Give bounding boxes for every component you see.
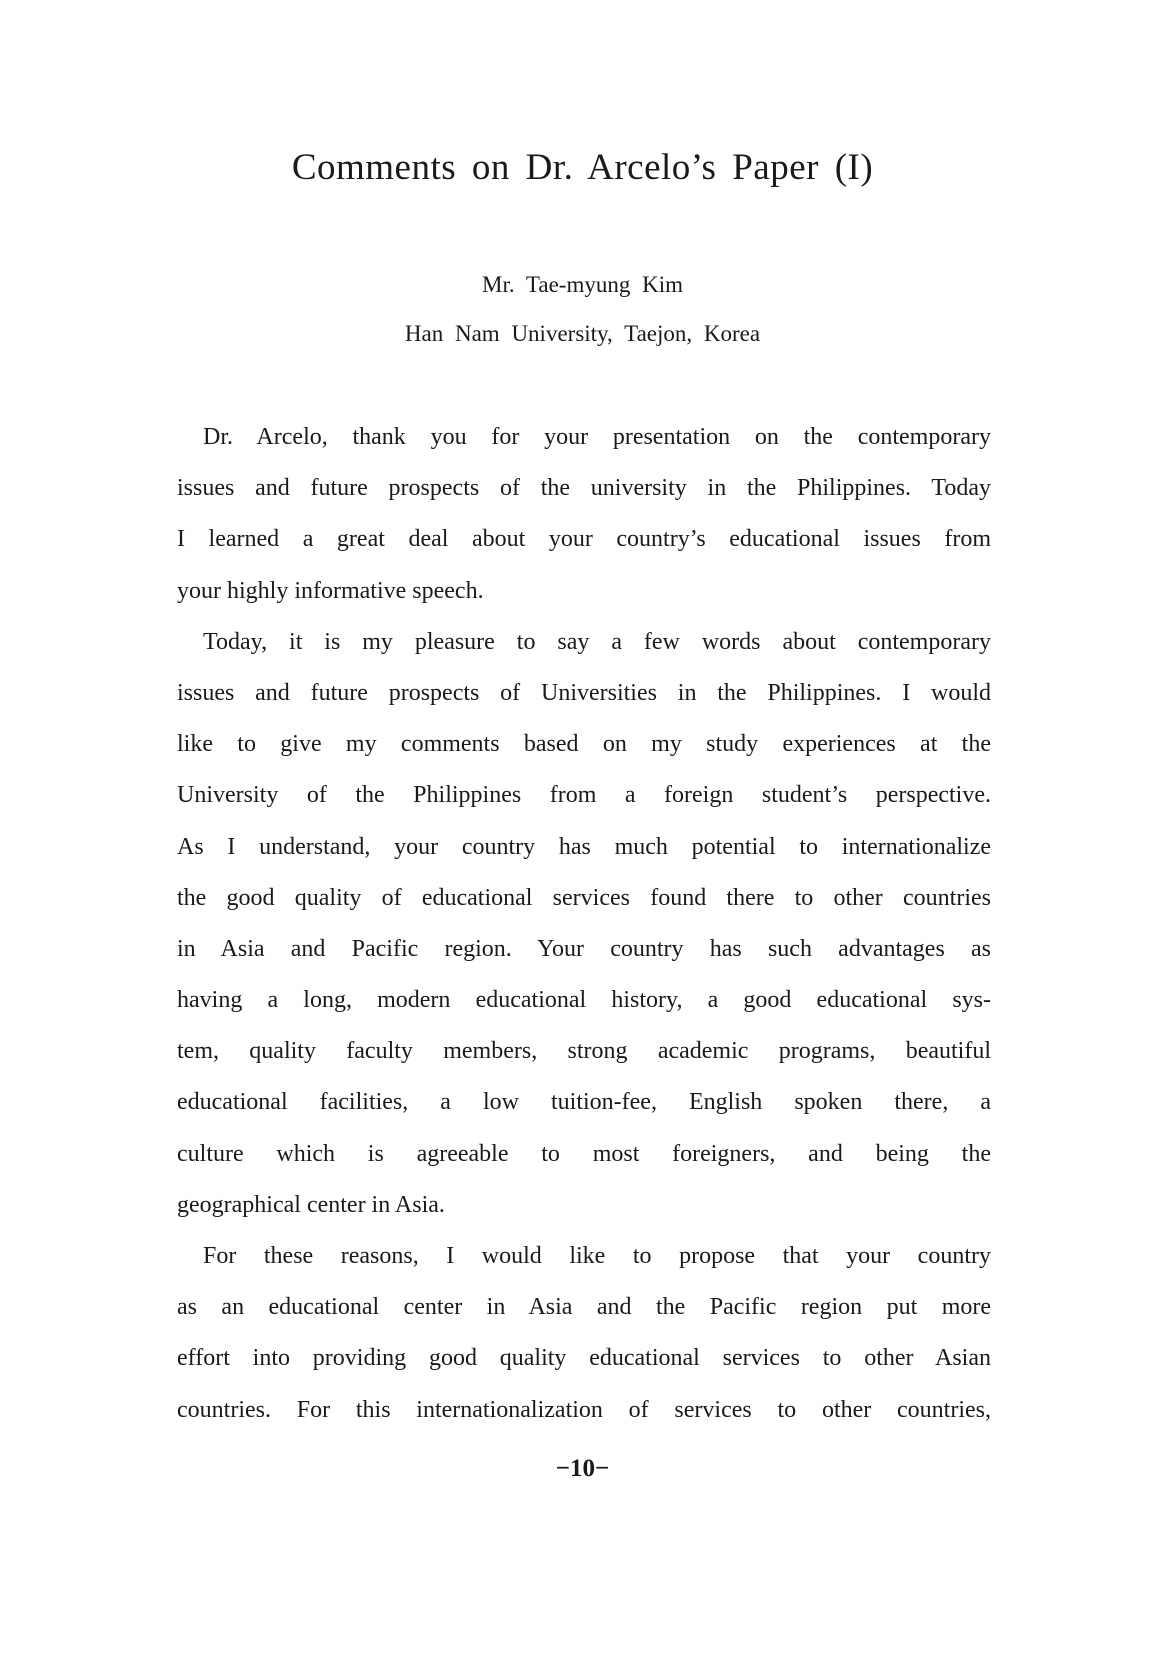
page-number: −10− — [555, 1455, 610, 1482]
text-line: I learned a great deal about your country’s educational issues from — [177, 526, 991, 553]
text-line: tem, quality faculty members, strong academic programs, beautiful — [177, 1038, 991, 1065]
text-line: educational facilities, a low tuition-fee, English spoken there, a — [177, 1089, 991, 1116]
text-line: the good quality of educational services found there to other countries — [177, 884, 991, 911]
text-line: University of the Philippines from a foreign student’s perspective. — [177, 782, 991, 809]
text-line: Dr. Arcelo, thank you for your presentation on the contemporary — [203, 424, 991, 450]
text-line: countries. For this internationalization of services to other countries, — [177, 1396, 991, 1423]
text-line: like to give my comments based on my study experiences at the — [177, 731, 991, 758]
text-line: For these reasons, I would like to propose that your country — [203, 1243, 991, 1269]
paper-title: Comments on Dr. Arcelo’s Paper (I) — [291, 147, 874, 188]
author-name: Mr. Tae-myung Kim — [482, 272, 683, 297]
text-line: geographical center in Asia. — [177, 1191, 445, 1218]
text-line: issues and future prospects of the university in the Philippines. Today — [177, 475, 991, 502]
author-affiliation: Han Nam University, Taejon, Korea — [404, 321, 761, 346]
text-line: your highly informative speech. — [177, 577, 484, 604]
text-line: As I understand, your country has much potential to internationalize — [177, 833, 991, 860]
text-line: culture which is agreeable to most foreigners, and being the — [177, 1140, 991, 1167]
text-line: effort into providing good quality educational services to other Asian — [177, 1345, 991, 1372]
text-line: as an educational center in Asia and the Pacific region put more — [177, 1294, 991, 1321]
body-text — [177, 412, 991, 1436]
text-line: in Asia and Pacific region. Your country has such advantages as — [177, 935, 991, 962]
text-line: having a long, modern educational history, a good educational sys- — [177, 987, 991, 1014]
text-line: Today, it is my pleasure to say a few words about contemporary — [203, 628, 991, 655]
text-line: issues and future prospects of Universities in the Philippines. I would — [177, 679, 991, 706]
